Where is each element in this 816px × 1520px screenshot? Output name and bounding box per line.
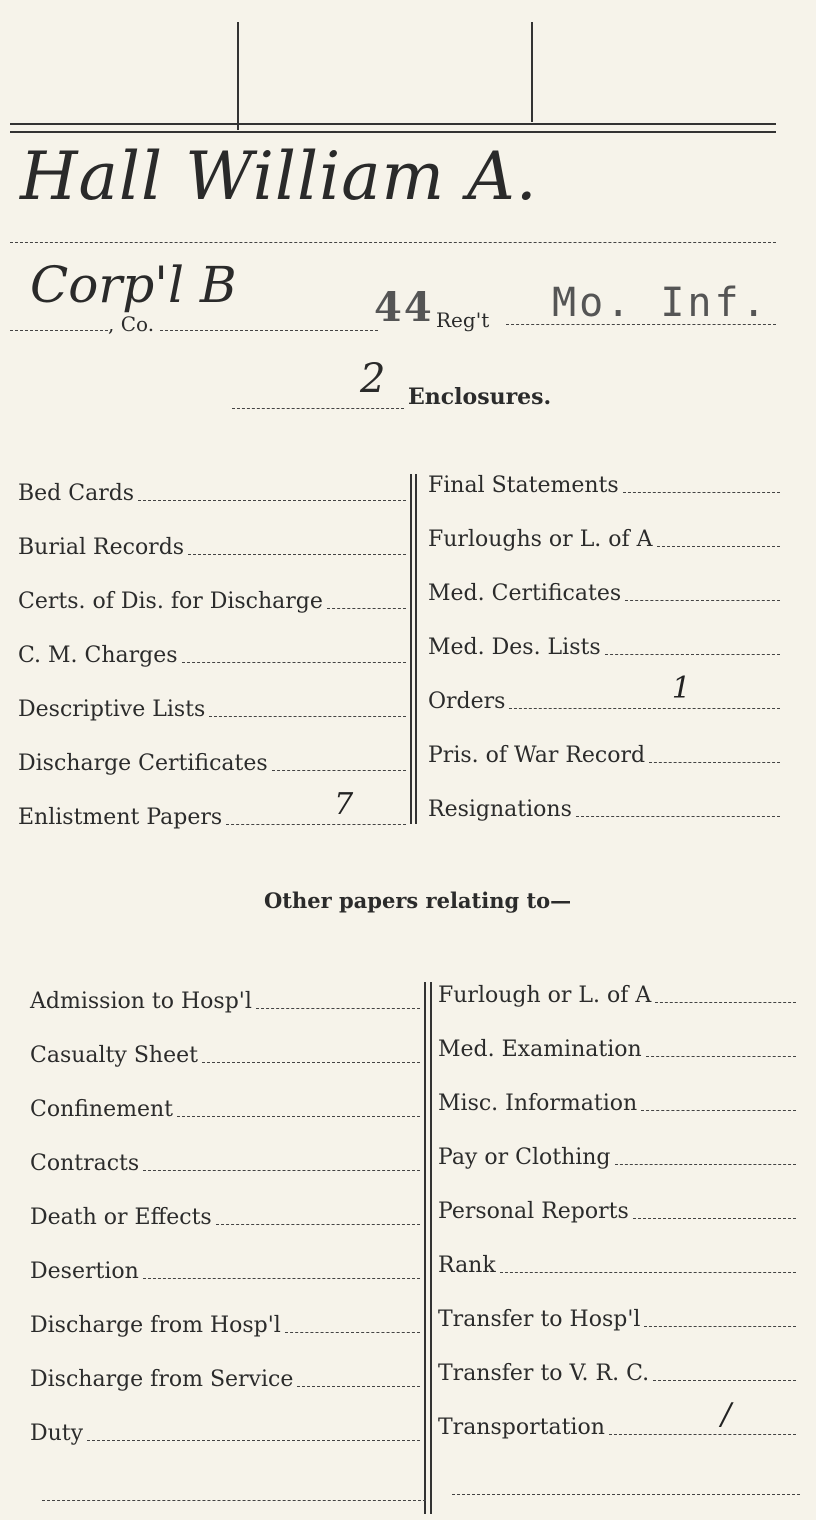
enclosure-left-label: C. M. Charges <box>18 643 178 668</box>
blank-line-left <box>42 1500 426 1501</box>
state-branch: Mo. Inf. <box>552 280 769 326</box>
state-line <box>506 324 776 325</box>
regiment-number: 44 <box>374 284 434 331</box>
other-left-fill-line <box>216 1224 420 1225</box>
rank-company: Corp'l B <box>30 256 237 314</box>
other-left-row <box>30 1306 420 1338</box>
other-left-fill-line <box>177 1116 420 1117</box>
other-left-row <box>30 1198 420 1230</box>
other-right-label: Transportation <box>438 1415 605 1440</box>
other-left-fill-line <box>297 1386 420 1387</box>
soldier-name: Hall William A. <box>20 138 538 215</box>
other-left-fill-line <box>143 1170 420 1171</box>
other-papers-heading: Other papers relating to— <box>264 888 572 913</box>
enclosure-right-fill-line <box>649 762 780 763</box>
co-label: , Co. <box>108 312 155 336</box>
enclosure-left-fill-line <box>209 716 406 717</box>
regiment-line <box>160 330 378 331</box>
enclosure-right-fill-line <box>625 600 780 601</box>
enclosure-right-fill-line <box>605 654 780 655</box>
other-left-row <box>30 1036 420 1068</box>
enclosure-left-tally-mark: 7 <box>334 787 354 822</box>
other-left-row <box>30 1252 420 1284</box>
other-right-fill-line <box>633 1218 796 1219</box>
top-divider-right <box>531 22 533 122</box>
other-right-label: Rank <box>438 1253 496 1278</box>
other-right-label: Furlough or L. of A <box>438 983 652 1008</box>
enclosure-left-label: Enlistment Papers <box>18 805 223 830</box>
other-right-label: Personal Reports <box>438 1199 629 1224</box>
other-right-label: Transfer to Hosp'l <box>438 1307 641 1332</box>
other-left-label: Admission to Hosp'l <box>30 989 252 1014</box>
other-right-label: Transfer to V. R. C. <box>438 1361 650 1386</box>
enclosure-left-row <box>18 528 406 560</box>
enclosure-right-label: Orders <box>428 689 506 714</box>
enclosure-right-row <box>428 790 780 822</box>
enclosure-left-row <box>18 787 406 830</box>
other-divider-b <box>430 982 432 1514</box>
other-left-label: Discharge from Service <box>30 1367 294 1392</box>
enclosure-left-fill-line <box>138 500 406 501</box>
other-left-fill-line <box>256 1008 420 1009</box>
other-left-fill-line <box>202 1062 420 1063</box>
enclosure-right-label: Final Statements <box>428 473 619 498</box>
enclosure-left-label: Certs. of Dis. for Discharge <box>18 589 323 614</box>
enclosure-left-row <box>18 582 406 614</box>
other-left-label: Confinement <box>30 1097 173 1122</box>
other-right-fill-line <box>646 1056 796 1057</box>
enclosure-left-label: Bed Cards <box>18 481 135 506</box>
other-right-fill-line <box>655 1002 796 1003</box>
enclosure-right-row <box>428 466 780 498</box>
enclosures-count: 2 <box>360 356 386 402</box>
top-divider-left <box>237 22 239 130</box>
enclosure-left-fill-line <box>226 787 406 825</box>
enclosures-count-line <box>232 408 404 409</box>
blank-line-right <box>452 1494 800 1495</box>
enclosure-right-fill-line <box>576 816 780 817</box>
enclosure-right-fill-line <box>657 546 780 547</box>
enclosure-left-fill-line <box>327 608 406 609</box>
other-left-label: Desertion <box>30 1259 139 1284</box>
other-left-row <box>30 1144 420 1176</box>
enclosure-left-label: Burial Records <box>18 535 185 560</box>
other-right-label: Med. Examination <box>438 1037 642 1062</box>
enclosure-right-label: Furloughs or L. of A <box>428 527 653 552</box>
enclosure-left-row <box>18 744 406 776</box>
enclosure-left-fill-line <box>188 554 406 555</box>
header-rule-top <box>10 123 776 125</box>
enclosure-right-row <box>428 736 780 768</box>
other-divider-a <box>424 982 426 1514</box>
other-left-row <box>30 982 420 1014</box>
other-left-label: Death or Effects <box>30 1205 212 1230</box>
other-right-fill-line <box>641 1110 796 1111</box>
enclosure-right-fill-line <box>623 492 780 493</box>
other-right-row <box>438 1397 796 1440</box>
other-left-label: Discharge from Hosp'l <box>30 1313 281 1338</box>
enclosures-heading: Enclosures. <box>408 384 552 410</box>
enclosure-right-row <box>428 520 780 552</box>
enclosure-left-label: Discharge Certificates <box>18 751 268 776</box>
enclosure-right-label: Pris. of War Record <box>428 743 646 768</box>
enclosure-right-row <box>428 671 780 714</box>
other-right-label: Pay or Clothing <box>438 1145 611 1170</box>
other-left-row <box>30 1414 420 1446</box>
other-left-label: Contracts <box>30 1151 140 1176</box>
company-line <box>10 330 108 331</box>
enclosure-right-fill-line <box>509 671 780 709</box>
other-right-row <box>438 976 796 1008</box>
other-right-row <box>438 1246 796 1278</box>
other-right-row <box>438 1030 796 1062</box>
other-right-label: Misc. Information <box>438 1091 638 1116</box>
enclosure-right-label: Med. Certificates <box>428 581 622 606</box>
other-left-row <box>30 1360 420 1392</box>
other-right-fill-line <box>653 1380 796 1381</box>
other-left-label: Casualty Sheet <box>30 1043 198 1068</box>
other-right-row <box>438 1354 796 1386</box>
enclosure-right-row <box>428 628 780 660</box>
other-right-fill-line <box>615 1164 796 1165</box>
regt-label: Reg't <box>436 308 490 332</box>
other-left-fill-line <box>285 1332 420 1333</box>
other-left-fill-line <box>87 1440 420 1441</box>
enclosure-left-row <box>18 690 406 722</box>
other-right-fill-line <box>609 1397 796 1435</box>
enclosure-left-label: Descriptive Lists <box>18 697 206 722</box>
other-left-fill-line <box>143 1278 420 1279</box>
header-rule-bottom <box>10 131 776 133</box>
other-right-row <box>438 1300 796 1332</box>
enclosures-divider-a <box>410 474 412 824</box>
enclosure-right-row <box>428 574 780 606</box>
other-right-fill-line <box>500 1272 796 1273</box>
enclosure-left-row <box>18 636 406 668</box>
other-right-row <box>438 1138 796 1170</box>
other-right-row <box>438 1084 796 1116</box>
other-right-fill-line <box>644 1326 796 1327</box>
enclosure-right-tally-mark: 1 <box>671 671 691 706</box>
enclosure-right-label: Resignations <box>428 797 572 822</box>
other-right-row <box>438 1192 796 1224</box>
name-line <box>10 242 776 243</box>
enclosure-left-fill-line <box>272 770 406 771</box>
other-left-row <box>30 1090 420 1122</box>
enclosure-right-label: Med. Des. Lists <box>428 635 601 660</box>
enclosure-left-fill-line <box>182 662 406 663</box>
other-right-tally-mark: / <box>721 1397 732 1432</box>
enclosures-divider-b <box>415 474 417 824</box>
enclosure-left-row <box>18 474 406 506</box>
other-left-label: Duty <box>30 1421 84 1446</box>
